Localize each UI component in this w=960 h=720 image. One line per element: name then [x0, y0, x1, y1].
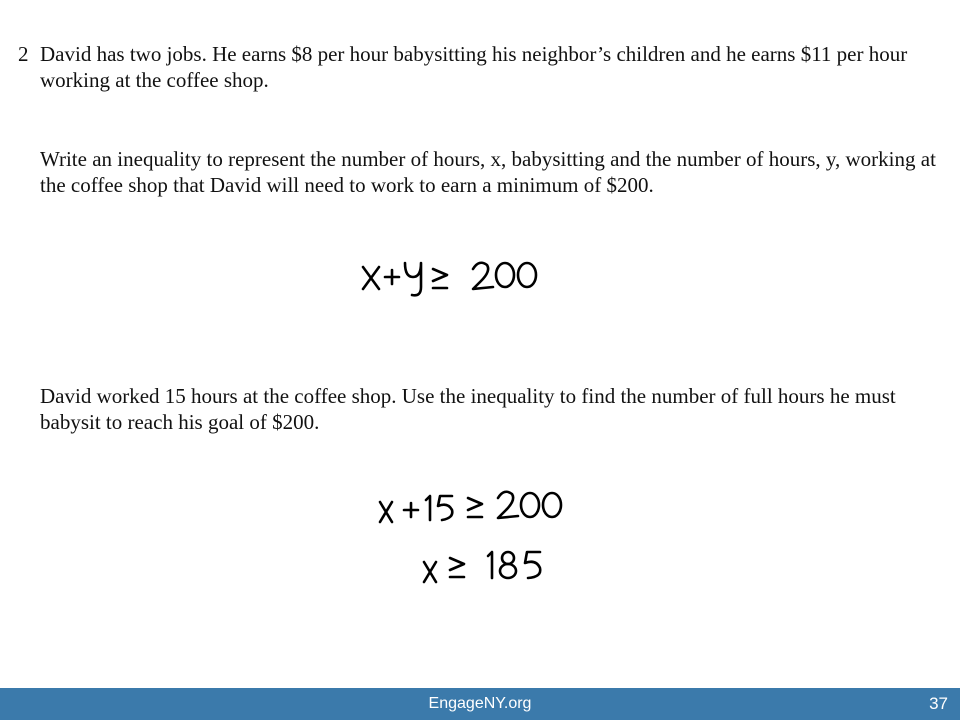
handwritten-answer-2-line-2 — [418, 544, 548, 589]
footer-bar — [0, 688, 960, 720]
footer-site-label: EngageNY.org — [428, 695, 532, 712]
handwritten-answer-2-line-1 — [372, 484, 572, 529]
question-part-1: Write an inequality to represent the number of hours, x, babysitting and the number of hours, y, working at the coffee shop that David will need to work to earn a minimum of $200. — [40, 147, 936, 197]
page-number: 37 — [929, 694, 948, 713]
question-number: 2 — [18, 42, 29, 66]
question-intro: David has two jobs. He earns $8 per hour babysitting his neighbor’s children and he earns $11 per hour working at the coffee shop. — [40, 42, 908, 92]
question-part-2: David worked 15 hours at the coffee shop. Use the inequality to find the number of full hours he must babysit to reach his goal of $200. — [40, 384, 896, 434]
handwritten-answer-1 — [355, 255, 545, 305]
